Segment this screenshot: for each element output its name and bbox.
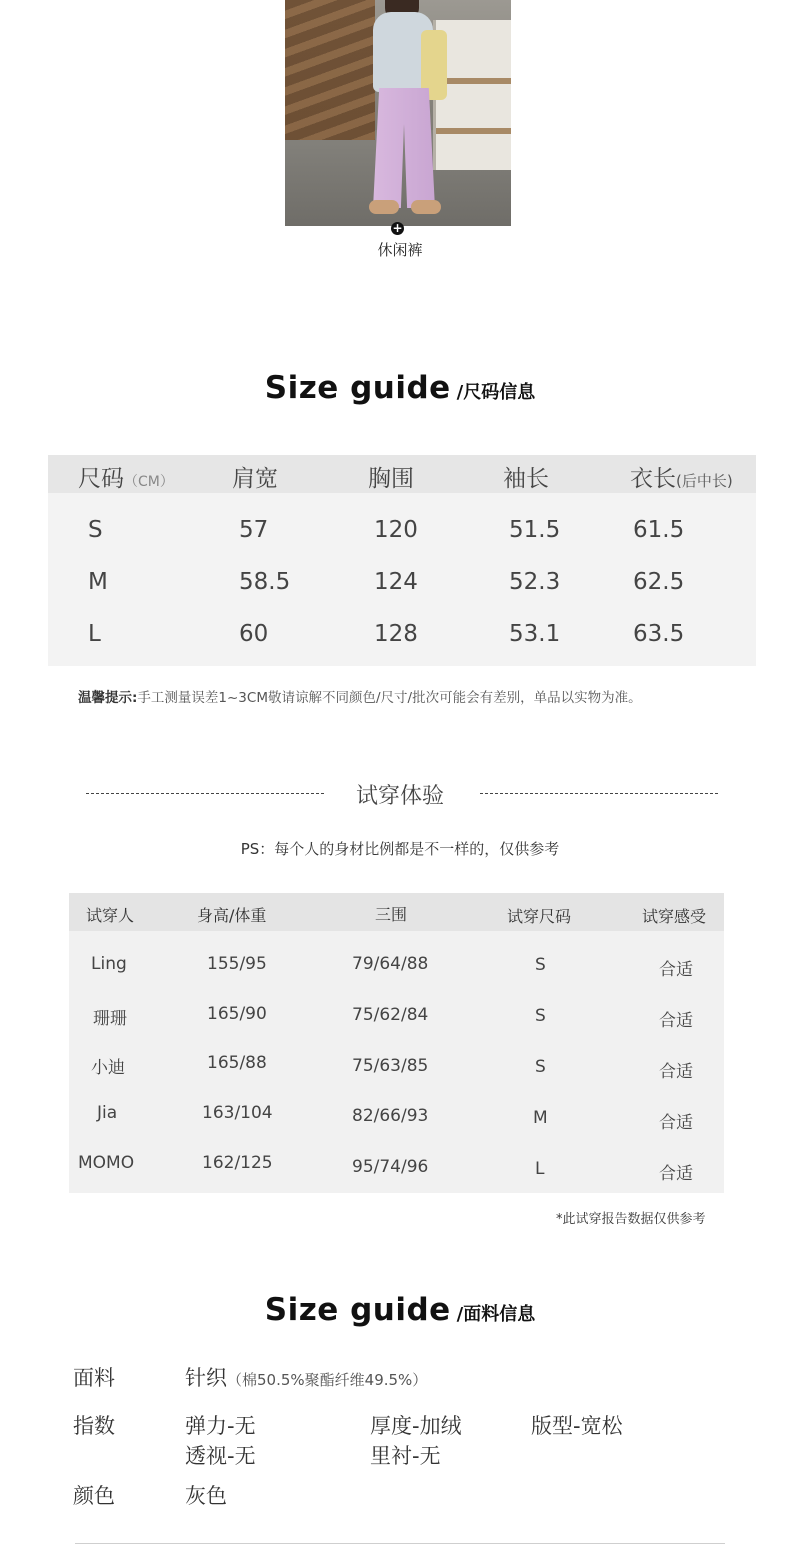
fabric-value: 针织（棉50.5%聚酯纤维49.5%） xyxy=(185,1366,428,1390)
index-label: 指数 xyxy=(73,1414,115,1438)
header-shoulder: 肩宽 xyxy=(232,466,278,492)
table-row-l-shoulder: 60 xyxy=(239,621,269,647)
table-row-s-shoulder: 57 xyxy=(239,517,269,543)
table-row-2-person: 珊珊 xyxy=(93,1009,127,1029)
table-row-s-sleeve: 51.5 xyxy=(509,517,561,543)
table-row-4-hw: 163/104 xyxy=(202,1103,273,1123)
color-label: 颜色 xyxy=(73,1484,115,1508)
table-row-5-feel: 合适 xyxy=(659,1164,693,1184)
table-row-3-hw: 165/88 xyxy=(207,1053,267,1073)
index-elasticity: 弹力-无 xyxy=(185,1414,256,1438)
table-row-4-size: M xyxy=(533,1108,548,1128)
measurement-notice xyxy=(78,686,642,706)
table-row-1-hw: 155/95 xyxy=(207,954,267,974)
table-row-l-chest: 128 xyxy=(374,621,418,647)
size-guide-title-en: Size guide xyxy=(264,370,451,406)
table-row-4-person: Jia xyxy=(97,1103,118,1123)
notice-label: 温馨提示: xyxy=(78,690,138,706)
table-row-l-size: L xyxy=(88,621,101,647)
fabric-composition: （棉50.5%聚酯纤维49.5%） xyxy=(227,1371,428,1389)
header-height-weight: 身高/体重 xyxy=(197,906,267,925)
table-row-s-size: S xyxy=(88,517,103,543)
table-row-1-measurements: 79/64/88 xyxy=(352,954,429,974)
dashed-divider-right xyxy=(480,793,718,794)
table-row-5-hw: 162/125 xyxy=(202,1153,273,1173)
table-row-s-chest: 120 xyxy=(374,517,418,543)
header-sleeve: 袖长 xyxy=(503,466,549,492)
try-on-title-text: 试穿体验 xyxy=(355,784,444,809)
size-guide-title-cn: /尺码信息 xyxy=(456,382,536,403)
table-row-3-feel: 合适 xyxy=(659,1062,693,1082)
header-measurements: 三围 xyxy=(375,905,408,924)
table-row-5-size: L xyxy=(535,1159,545,1179)
fabric-guide-title-cn: /面料信息 xyxy=(456,1304,536,1325)
table-row-4-feel: 合适 xyxy=(659,1113,693,1133)
bottom-divider xyxy=(75,1543,725,1544)
product-photo xyxy=(285,0,511,226)
table-row-m-shoulder: 58.5 xyxy=(239,569,291,595)
plus-icon[interactable]: + xyxy=(392,221,403,235)
table-row-1-size: S xyxy=(535,955,546,975)
table-row-m-length: 62.5 xyxy=(633,569,685,595)
table-row-l-sleeve: 53.1 xyxy=(509,621,561,647)
table-row-4-measurements: 82/66/93 xyxy=(352,1106,429,1126)
index-thickness: 厚度-加绒 xyxy=(370,1414,462,1438)
index-lining: 里衬-无 xyxy=(370,1444,441,1468)
try-on-footnote: *此试穿报告数据仅供参考 xyxy=(556,1212,706,1227)
table-row-1-person: Ling xyxy=(91,954,127,974)
index-fit: 版型-宽松 xyxy=(531,1414,623,1438)
header-length: 衣长(后中长) xyxy=(630,466,733,492)
header-try-size: 试穿尺码 xyxy=(507,907,572,926)
table-row-1-feel: 合适 xyxy=(659,960,693,980)
table-row-m-sleeve: 52.3 xyxy=(509,569,561,595)
header-size: 尺码（CM） xyxy=(78,466,174,492)
try-on-ps: PS：每个人的身材比例都是不一样的，仅供参考 xyxy=(240,840,560,858)
color-value: 灰色 xyxy=(185,1484,227,1508)
try-on-table xyxy=(69,893,724,1193)
table-row-2-feel: 合适 xyxy=(659,1011,693,1031)
table-row-5-person: MOMO xyxy=(78,1153,135,1173)
header-chest: 胸围 xyxy=(368,466,414,492)
table-row-2-size: S xyxy=(535,1006,546,1026)
try-on-title xyxy=(0,779,800,809)
table-row-m-chest: 124 xyxy=(374,569,418,595)
notice-text: 手工测量误差1~3CM敬请谅解不同颜色/尺寸/批次可能会有差别，单品以实物为准。 xyxy=(137,690,642,706)
header-length-note: (后中长) xyxy=(676,472,733,490)
table-row-3-measurements: 75/63/85 xyxy=(352,1056,429,1076)
table-row-2-measurements: 75/62/84 xyxy=(352,1005,429,1025)
header-feel: 试穿感受 xyxy=(642,907,707,926)
table-row-3-size: S xyxy=(535,1057,546,1077)
size-guide-title xyxy=(0,370,800,406)
table-row-l-length: 63.5 xyxy=(633,621,685,647)
fabric-guide-title-en: Size guide xyxy=(264,1292,451,1328)
header-unit: （CM） xyxy=(124,474,174,490)
table-row-3-person: 小迪 xyxy=(91,1058,125,1078)
header-person: 试穿人 xyxy=(86,906,135,925)
product-caption: 休闲裤 xyxy=(377,241,423,259)
table-row-m-size: M xyxy=(88,569,108,595)
table-row-5-measurements: 95/74/96 xyxy=(352,1157,429,1177)
index-transparency: 透视-无 xyxy=(185,1444,256,1468)
size-table xyxy=(48,455,756,666)
table-row-s-length: 61.5 xyxy=(633,517,685,543)
table-row-2-hw: 165/90 xyxy=(207,1004,267,1024)
fabric-label: 面料 xyxy=(73,1366,115,1390)
fabric-guide-title xyxy=(0,1292,800,1328)
